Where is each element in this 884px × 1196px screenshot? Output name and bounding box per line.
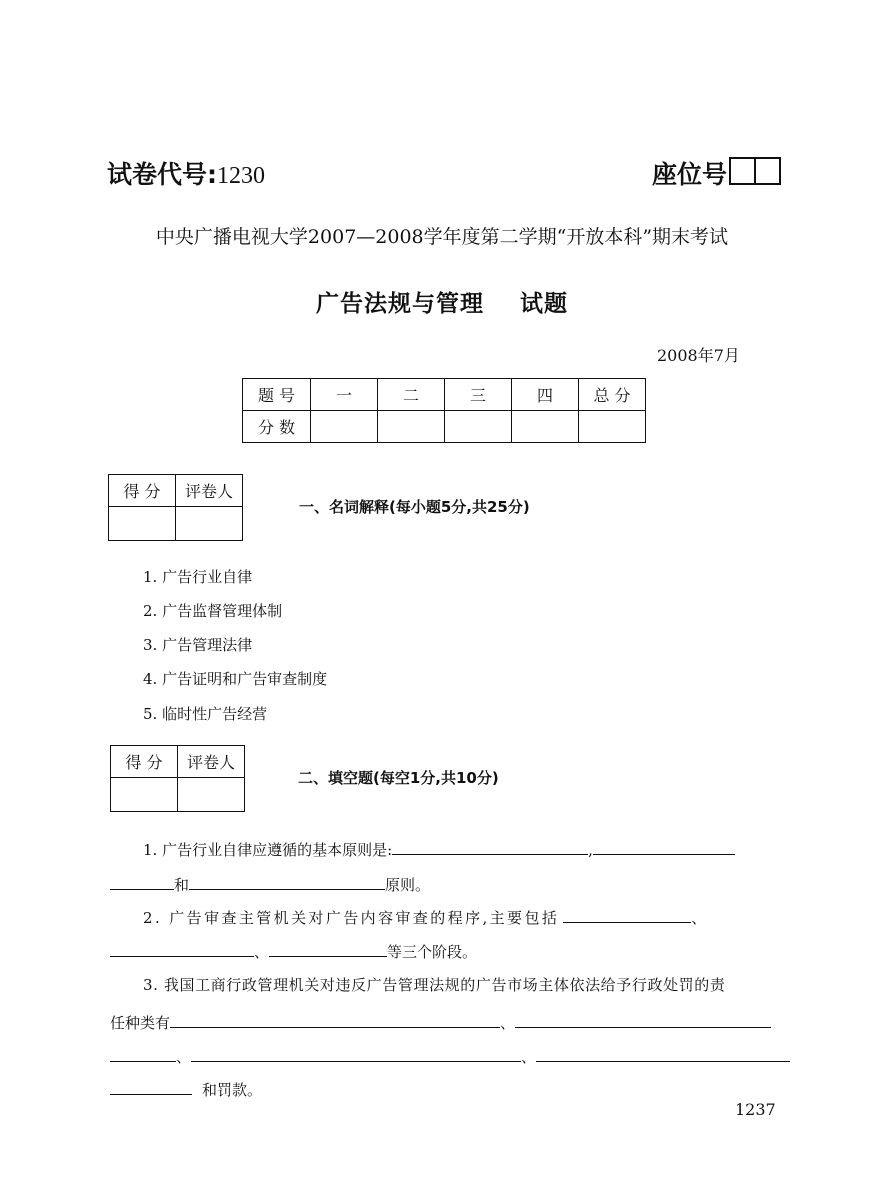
separator: 、: [521, 1048, 537, 1066]
list-item: 2. 广告监督管理体制: [143, 602, 283, 620]
exam-code: [107, 155, 265, 191]
blank[interactable]: [269, 940, 387, 957]
seat-cell[interactable]: [754, 159, 779, 183]
grader-box: [110, 745, 245, 812]
list-item: 1. 广告行业自律: [143, 568, 253, 586]
score-cell[interactable]: [311, 411, 378, 443]
grader-score-label: 得 分: [111, 746, 178, 778]
blank[interactable]: [536, 1045, 790, 1062]
exam-code-label: 试卷代号:: [107, 160, 217, 189]
blank[interactable]: [515, 1011, 771, 1028]
blank[interactable]: [110, 873, 174, 890]
question-text: 任种类有: [110, 1014, 171, 1032]
grader-name-cell[interactable]: [178, 778, 245, 812]
score-cell[interactable]: [445, 411, 512, 443]
blank[interactable]: [110, 1078, 192, 1095]
score-header-cell: 一: [311, 379, 378, 411]
grader-name-label: 评卷人: [176, 475, 243, 507]
exam-date: 2008年7月: [657, 346, 740, 365]
blank[interactable]: [110, 940, 254, 957]
blank[interactable]: [563, 906, 691, 923]
grader-score-cell[interactable]: [109, 507, 176, 541]
section1-heading: 一、名词解释(每小题5分,共25分): [299, 498, 530, 516]
score-table: [242, 378, 646, 443]
blank[interactable]: [189, 873, 385, 890]
question-text: 和: [174, 876, 190, 894]
grader-score-cell[interactable]: [111, 778, 178, 812]
grader-name-label: 评卷人: [178, 746, 245, 778]
question-text: 和罚款。: [202, 1081, 263, 1099]
question-text: 1. 广告行业自律应遵循的基本原则是:: [143, 841, 393, 859]
question-text: 等三个阶段。: [387, 943, 478, 961]
separator: ,: [588, 841, 593, 859]
score-header-cell: 四: [512, 379, 579, 411]
grader-name-cell[interactable]: [176, 507, 243, 541]
list-item: 4. 广告证明和广告审查制度: [143, 670, 328, 688]
score-cell[interactable]: [579, 411, 646, 443]
blank[interactable]: [593, 838, 735, 855]
question-text: 2. 广告审查主管机关对广告内容审查的程序,主要包括: [143, 909, 560, 927]
grader-box: [108, 474, 243, 541]
question-1-cont: [110, 873, 430, 895]
separator: 、: [691, 909, 709, 927]
university-line: 中央广播电视大学2007—2008学年度第二学期“开放本科”期末考试: [155, 226, 729, 248]
separator: 、: [254, 943, 270, 961]
score-header-cell: 二: [378, 379, 445, 411]
score-cell[interactable]: [512, 411, 579, 443]
score-header-cell: 题 号: [243, 379, 311, 411]
question-3-cont: [110, 1078, 262, 1100]
list-item: 3. 广告管理法律: [143, 636, 253, 654]
question-2: [143, 906, 709, 928]
seat-number-label: 座位号: [652, 160, 728, 189]
blank[interactable]: [110, 1045, 176, 1062]
separator: 、: [500, 1014, 516, 1032]
exam-title: 广告法规与管理 试题: [315, 291, 569, 317]
question-1: [143, 838, 735, 860]
separator: 、: [176, 1048, 192, 1066]
page-number: 1237: [735, 1100, 776, 1119]
blank[interactable]: [170, 1011, 500, 1028]
score-header-cell: 总 分: [579, 379, 646, 411]
seat-number-box[interactable]: [729, 157, 781, 185]
grader-score-label: 得 分: [109, 475, 176, 507]
blank[interactable]: [191, 1045, 521, 1062]
question-3-cont: [110, 1011, 771, 1033]
question-2-cont: [110, 940, 477, 962]
question-3-cont: [110, 1045, 790, 1067]
question-3: 3. 我国工商行政管理机关对违反广告管理法规的广告市场主体依法给予行政处罚的责: [143, 976, 726, 994]
score-row-label: 分 数: [243, 411, 311, 443]
seat-cell[interactable]: [731, 159, 754, 183]
question-text: 原则。: [385, 876, 431, 894]
exam-code-value: 1230: [217, 163, 265, 189]
score-header-cell: 三: [445, 379, 512, 411]
section2-heading: 二、填空题(每空1分,共10分): [298, 769, 499, 787]
score-cell[interactable]: [378, 411, 445, 443]
blank[interactable]: [392, 838, 588, 855]
list-item: 5. 临时性广告经营: [143, 705, 268, 723]
